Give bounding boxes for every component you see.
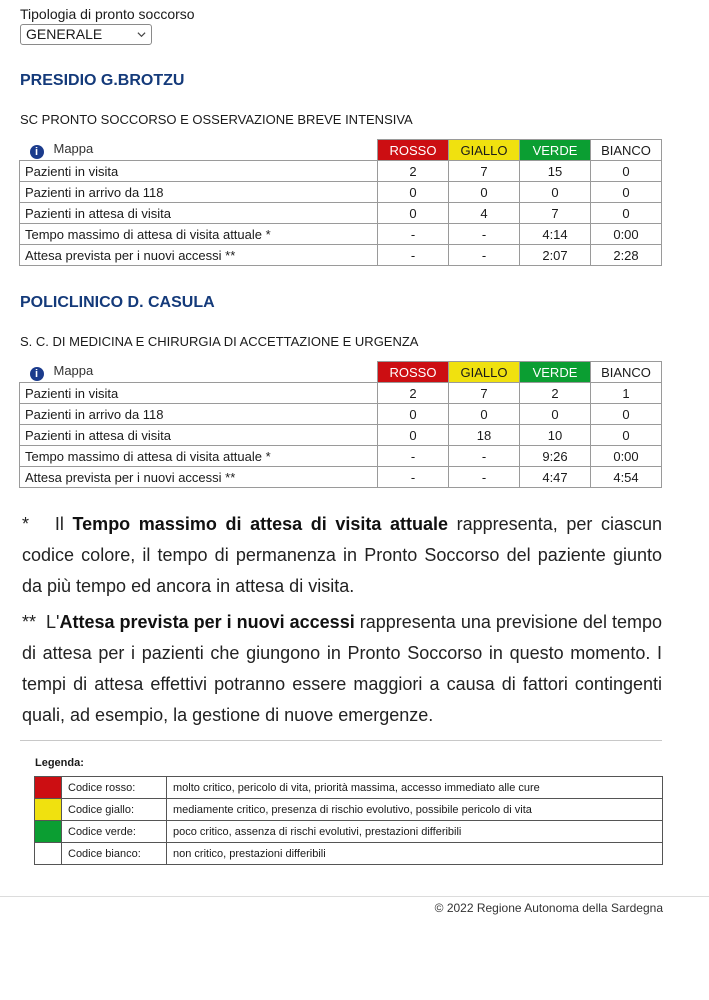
hospital-title: PRESIDIO G.BROTZU xyxy=(20,72,185,89)
value-giallo: - xyxy=(449,467,520,488)
value-verde: 7 xyxy=(520,203,591,224)
value-giallo: 4 xyxy=(449,203,520,224)
value-giallo: - xyxy=(449,245,520,266)
value-bianco: 1 xyxy=(591,383,662,404)
value-verde: 15 xyxy=(520,161,591,182)
value-rosso: 0 xyxy=(378,182,449,203)
department-title: S. C. DI MEDICINA E CHIRURGIA DI ACCETTAZIONE E URGENZA xyxy=(20,334,419,349)
table-row xyxy=(20,182,662,203)
value-verde: 4:14 xyxy=(520,224,591,245)
value-bianco: 0 xyxy=(591,161,662,182)
table-row xyxy=(20,203,662,224)
note-mark: ** xyxy=(22,612,37,632)
row-label: Tempo massimo di attesa di visita attuale * xyxy=(20,224,378,245)
value-bianco: 4:54 xyxy=(591,467,662,488)
legend-desc: mediamente critico, presenza di rischio evolutivo, possibile pericolo di vita xyxy=(167,799,663,821)
status-table xyxy=(19,361,662,488)
legend-desc: poco critico, assenza di rischi evolutivi, prestazioni differibili xyxy=(167,821,663,843)
hospital-title: POLICLINICO D. CASULA xyxy=(20,294,215,311)
header-verde: VERDE xyxy=(520,140,591,161)
legend-desc: molto critico, pericolo di vita, priorità massima, accesso immediato alle cure xyxy=(167,777,663,799)
header-rosso: ROSSO xyxy=(378,362,449,383)
header-rosso: ROSSO xyxy=(378,140,449,161)
note-max-wait xyxy=(22,509,662,602)
value-verde: 2:07 xyxy=(520,245,591,266)
divider xyxy=(20,740,662,741)
filter-label: Tipologia di pronto soccorso xyxy=(20,6,195,22)
legend-name: Codice verde: xyxy=(62,821,167,843)
row-label: Pazienti in arrivo da 118 xyxy=(20,404,378,425)
value-giallo: 0 xyxy=(449,182,520,203)
value-verde: 0 xyxy=(520,404,591,425)
value-verde: 0 xyxy=(520,182,591,203)
copyright: © 2022 Regione Autonoma della Sardegna xyxy=(434,901,663,915)
map-cell xyxy=(20,140,378,161)
note-mark: * xyxy=(22,514,30,534)
value-giallo: - xyxy=(449,446,520,467)
legend-swatch-verde xyxy=(35,821,62,843)
value-rosso: 0 xyxy=(378,203,449,224)
value-giallo: 7 xyxy=(449,161,520,182)
legend-name: Codice rosso: xyxy=(62,777,167,799)
header-bianco: BIANCO xyxy=(591,362,662,383)
legend-row xyxy=(35,777,663,799)
legend-swatch-bianco xyxy=(35,843,62,865)
value-giallo: - xyxy=(449,224,520,245)
row-label: Pazienti in arrivo da 118 xyxy=(20,182,378,203)
note-pre: L' xyxy=(46,612,60,632)
header-bianco: BIANCO xyxy=(591,140,662,161)
map-cell xyxy=(20,362,378,383)
row-label: Pazienti in attesa di visita xyxy=(20,203,378,224)
row-label: Attesa prevista per i nuovi accessi ** xyxy=(20,467,378,488)
legend-desc: non critico, prestazioni differibili xyxy=(167,843,663,865)
map-link[interactable]: Mappa xyxy=(53,140,94,156)
table-row xyxy=(20,383,662,404)
legend-swatch-rosso xyxy=(35,777,62,799)
legend-swatch-giallo xyxy=(35,799,62,821)
row-label: Pazienti in visita xyxy=(20,383,378,404)
value-verde: 10 xyxy=(520,425,591,446)
value-bianco: 0:00 xyxy=(591,446,662,467)
table-row xyxy=(20,404,662,425)
row-label: Pazienti in attesa di visita xyxy=(20,425,378,446)
value-verde: 4:47 xyxy=(520,467,591,488)
value-rosso: - xyxy=(378,446,449,467)
value-rosso: - xyxy=(378,245,449,266)
table-row xyxy=(20,446,662,467)
value-verde: 2 xyxy=(520,383,591,404)
select-value: GENERALE xyxy=(26,26,103,42)
header-verde: VERDE xyxy=(520,362,591,383)
row-label: Tempo massimo di attesa di visita attuale * xyxy=(20,446,378,467)
legend-name: Codice bianco: xyxy=(62,843,167,865)
value-bianco: 0 xyxy=(591,404,662,425)
note-expected-wait xyxy=(22,607,662,731)
legend-title: Legenda: xyxy=(35,757,84,769)
value-bianco: 0 xyxy=(591,203,662,224)
row-label: Attesa prevista per i nuovi accessi ** xyxy=(20,245,378,266)
note-pre: Il xyxy=(54,514,73,534)
header-giallo: GIALLO xyxy=(449,362,520,383)
value-rosso: 2 xyxy=(378,383,449,404)
value-rosso: 0 xyxy=(378,425,449,446)
footer-divider xyxy=(0,896,709,897)
note-bold: Attesa prevista per i nuovi accessi xyxy=(59,612,355,632)
note-text: rappresenta una previsione del tempo di attesa per i pazienti che giungono in Pronto Soccorso in questo momento. I tempi di attesa effettivi potranno essere maggiori a causa di fattori contingenti quali, ad esempio, la gestione di nuove emergenze. xyxy=(22,612,662,725)
table-row xyxy=(20,224,662,245)
table-row xyxy=(20,245,662,266)
value-bianco: 2:28 xyxy=(591,245,662,266)
legend-row xyxy=(35,799,663,821)
value-rosso: - xyxy=(378,467,449,488)
header-giallo: GIALLO xyxy=(449,140,520,161)
info-icon[interactable]: i xyxy=(30,367,44,381)
value-verde: 9:26 xyxy=(520,446,591,467)
table-row xyxy=(20,161,662,182)
table-row xyxy=(20,467,662,488)
table-row xyxy=(20,425,662,446)
value-bianco: 0 xyxy=(591,425,662,446)
value-bianco: 0 xyxy=(591,182,662,203)
value-giallo: 0 xyxy=(449,404,520,425)
value-giallo: 18 xyxy=(449,425,520,446)
row-label: Pazienti in visita xyxy=(20,161,378,182)
value-rosso: - xyxy=(378,224,449,245)
value-rosso: 2 xyxy=(378,161,449,182)
info-icon[interactable]: i xyxy=(30,145,44,159)
note-bold: Tempo massimo di attesa di visita attuale xyxy=(72,514,449,534)
legend-table xyxy=(34,776,663,865)
chevron-down-icon xyxy=(137,30,146,39)
emergency-type-select[interactable] xyxy=(20,24,152,45)
department-title: SC PRONTO SOCCORSO E OSSERVAZIONE BREVE INTENSIVA xyxy=(20,112,413,127)
legend-row xyxy=(35,843,663,865)
legend-name: Codice giallo: xyxy=(62,799,167,821)
value-giallo: 7 xyxy=(449,383,520,404)
status-table xyxy=(19,139,662,266)
value-bianco: 0:00 xyxy=(591,224,662,245)
map-link[interactable]: Mappa xyxy=(53,362,94,378)
legend-row xyxy=(35,821,663,843)
value-rosso: 0 xyxy=(378,404,449,425)
note-text: rappresenta, per ciascun codice colore, il tempo di permanenza in Pronto Soccorso del paziente giunto da più tempo ed ancora in attesa di visita. xyxy=(22,514,662,596)
